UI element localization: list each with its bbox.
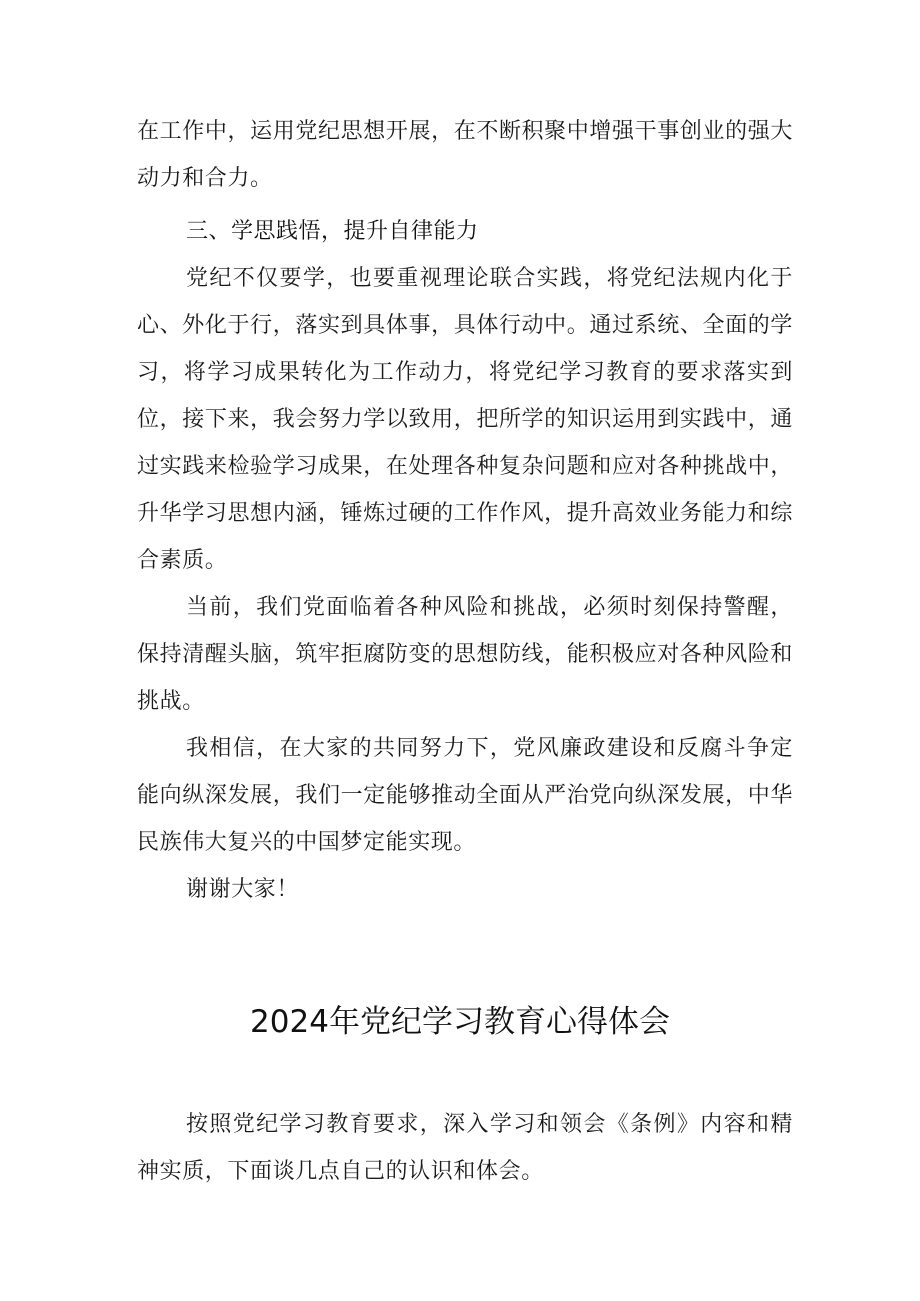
continuation-block [137,108,793,202]
closing-paragraph: 谢谢大家！ [186,877,300,902]
body-paragraph: 我相信，在大家的共同努力下，党风廉政建设和反腐斗争定能向纵深发展，我们一定能够推动全面从严治党向纵深发展，中华民族伟大复兴的中国梦定能实现。 [137,736,793,855]
document-title: 2024年党纪学习教育心得体会 [250,1004,670,1040]
intro-paragraph: 按照党纪学习教育要求，深入学习和领会《条例》内容和精神实质，下面谈几点自己的认识和体会。 [137,1112,793,1184]
section-heading: 三、学思践悟，提升自律能力 [186,219,479,244]
section-body [137,255,793,913]
body-paragraph: 当前，我们党面临着各种风险和挑战，必须时刻保持警醒，保持清醒头脑，筑牢拒腐防变的思想防线，能积极应对各种风险和挑战。 [137,595,793,714]
intro-block [137,1101,793,1195]
body-paragraph: 党纪不仅要学，也要重视理论联合实践，将党纪法规内化于心、外化于行，落实到具体事，具体行动中。通过系统、全面的学习，将学习成果转化为工作动力，将党纪学习教育的要求落实到位，接下来，我会努力学以致用，把所学的知识运用到实践中，通过实践来检验学习成果，在处理各种复杂问题和应对各种挑战中，升华学习思想内涵，锤炼过硬的工作作风，提升高效业务能力和综合素质。 [137,266,793,573]
continuation-paragraph: 在工作中，运用党纪思想开展，在不断积聚中增强干事创业的强大动力和合力。 [137,119,793,191]
